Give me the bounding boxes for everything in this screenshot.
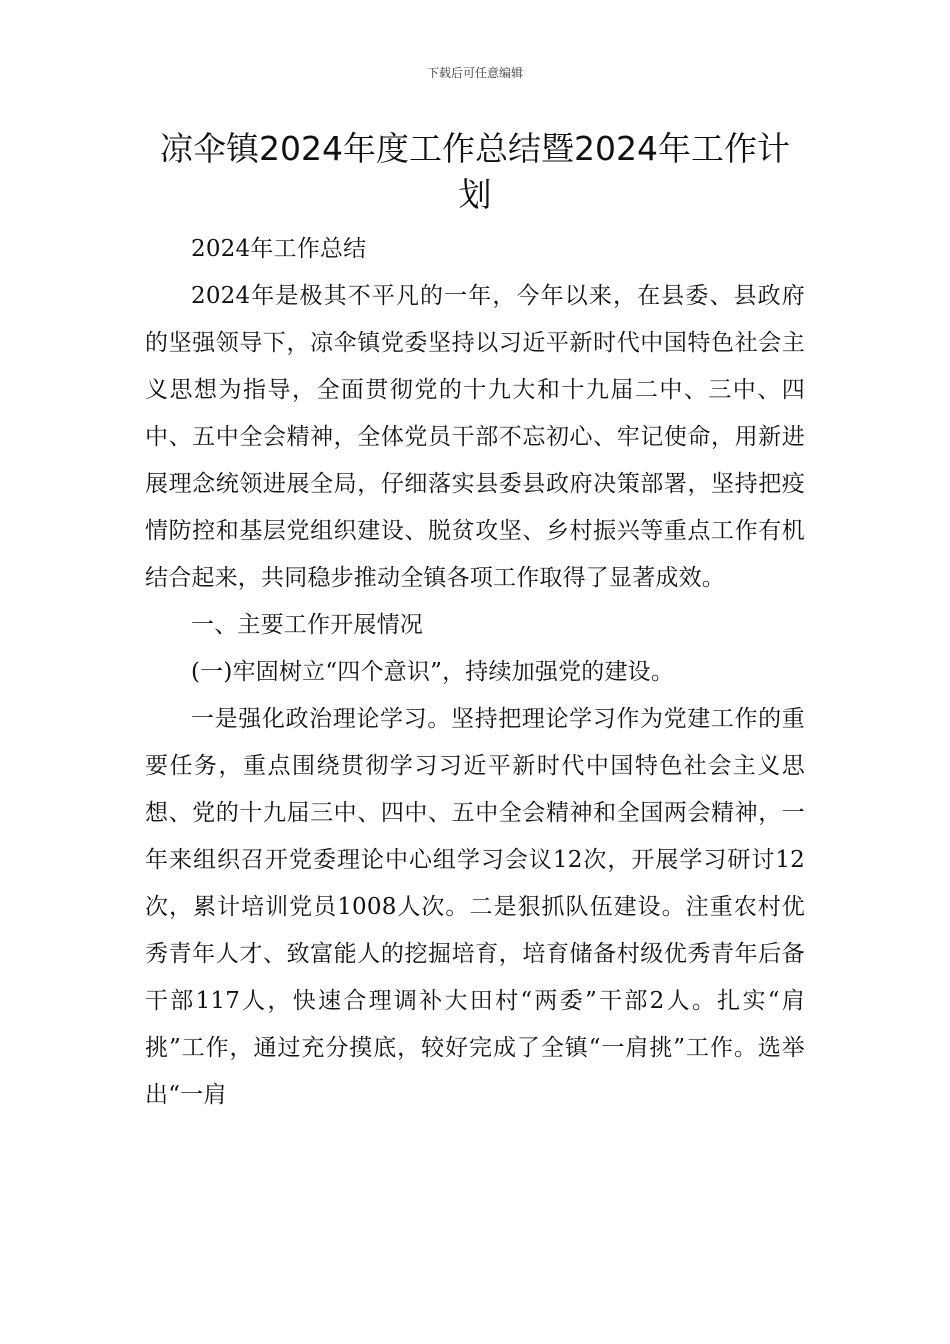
header-note: 下载后可任意编辑 [426, 66, 523, 80]
section-heading-main-work: 一、主要工作开展情况 [191, 612, 423, 638]
paragraph-study: 一是强化政治理论学习。坚持把理论学习作为党建工作的重要任务，重点围绕贯彻学习习近平新时代中国特色社会主义思想、党的十九届三中、四中、五中全会精神和全国两会精神，一年来组织召开党委理论中心组学习会议12次，开展学习研讨12次，累计培训党员1008人次。二是狠抓队伍建设。注重农村优秀青年人才、致富能人的挖掘培育，培育储备村级优秀青年后备干部117人，快速合理调补大田村“两委”干部2人。扎实“肩挑”工作，通过充分摸底，较好完成了全镇“一肩挑”工作。选举出“一肩 [145, 706, 805, 1108]
paragraph-intro: 2024年是极其不平凡的一年，今年以来，在县委、县政府的坚强领导下，凉伞镇党委坚持以习近平新时代中国特色社会主义思想为指导，全面贯彻党的十九大和十九届二中、三中、四中、五中全会精神，全体党员干部不忘初心、牢记使命，用新进展理念统领进展全局，仔细落实县委县政府决策部署，坚持把疫情防控和基层党组织建设、脱贫攻坚、乡村振兴等重点工作有机结合起来，共同稳步推动全镇各项工作取得了显著成效。 [145, 283, 805, 591]
document-title: 凉伞镇2024年度工作总结暨2024年工作计划 [160, 129, 790, 214]
subsection-heading-party-building: (一)牢固树立“四个意识”，持续加强党的建设。 [191, 659, 675, 685]
section-heading-summary: 2024年工作总结 [191, 236, 367, 262]
document-body [145, 226, 805, 1119]
